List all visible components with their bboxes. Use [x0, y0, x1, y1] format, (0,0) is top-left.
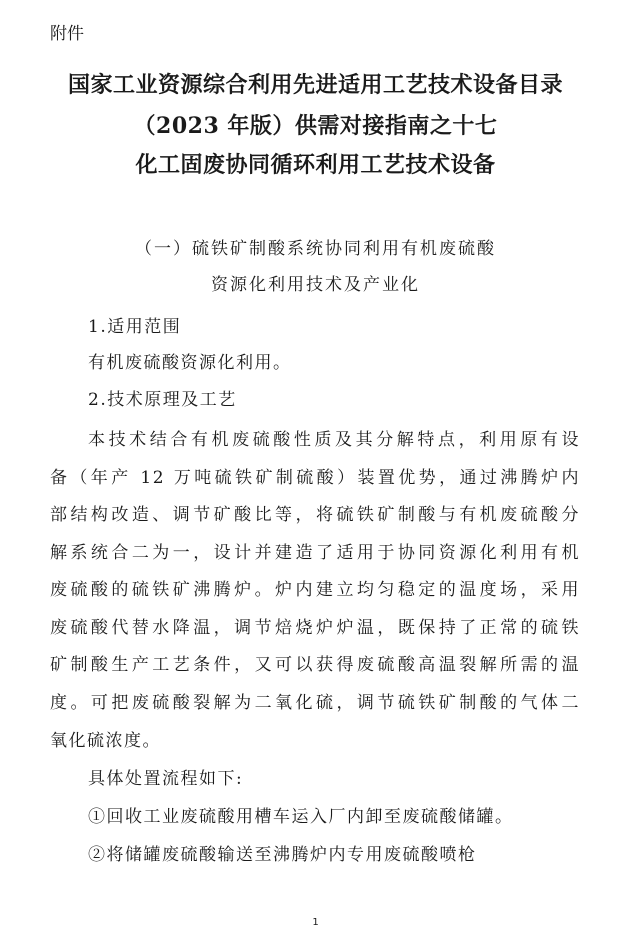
principle-paragraph-line: 度。可把废硫酸裂解为二氧化硫，调节硫铁矿制酸的气体二 — [50, 693, 580, 713]
principle-paragraph-line: 废硫酸代替水降温，调节焙烧炉炉温，既保持了正常的硫铁 — [50, 618, 580, 638]
process-step: ②将储罐废硫酸输送至沸腾炉内专用废硫酸喷枪 — [88, 845, 477, 865]
document-title-line-2: （2023 年版）供需对接指南之十七 — [133, 113, 498, 139]
principle-paragraph-line: 废硫酸的硫铁矿沸腾炉。炉内建立均匀稳定的温度场，采用 — [50, 580, 580, 600]
document-title-line-1: 国家工业资源综合利用先进适用工艺技术设备目录 — [67, 72, 563, 98]
scope-text: 有机废硫酸资源化利用。 — [88, 353, 292, 373]
process-step: ①回收工业废硫酸用槽车运入厂内卸至废硫酸储罐。 — [88, 807, 514, 827]
scope-heading: 1.适用范围 — [88, 317, 182, 337]
principle-paragraph-line: 矿制酸生产工艺条件，又可以获得废硫酸高温裂解所需的温 — [50, 655, 580, 675]
attachment-label: 附件 — [50, 24, 84, 44]
principle-heading: 2.技术原理及工艺 — [88, 390, 237, 410]
principle-paragraph-line: 部结构改造、调节矿酸比等，将硫铁矿制酸与有机废硫酸分 — [50, 505, 580, 525]
section-heading-line-1: （一）硫铁矿制酸系统协同利用有机废硫酸 — [135, 239, 496, 259]
section-heading-line-2: 资源化利用技术及产业化 — [211, 275, 420, 295]
document-title-line-3: 化工固废协同循环利用工艺技术设备 — [135, 152, 496, 178]
page-number: 1 — [312, 917, 319, 928]
principle-paragraph-line: 本技术结合有机废硫酸性质及其分解特点，利用原有设 — [88, 430, 580, 450]
process-intro: 具体处置流程如下: — [88, 769, 244, 789]
principle-paragraph-line: 解系统合二为一，设计并建造了适用于协同资源化利用有机 — [50, 543, 580, 563]
principle-paragraph-line: 氧化硫浓度。 — [50, 731, 161, 751]
principle-paragraph-line: 备（年产 12 万吨硫铁矿制硫酸）装置优势，通过沸腾炉内 — [50, 468, 580, 488]
